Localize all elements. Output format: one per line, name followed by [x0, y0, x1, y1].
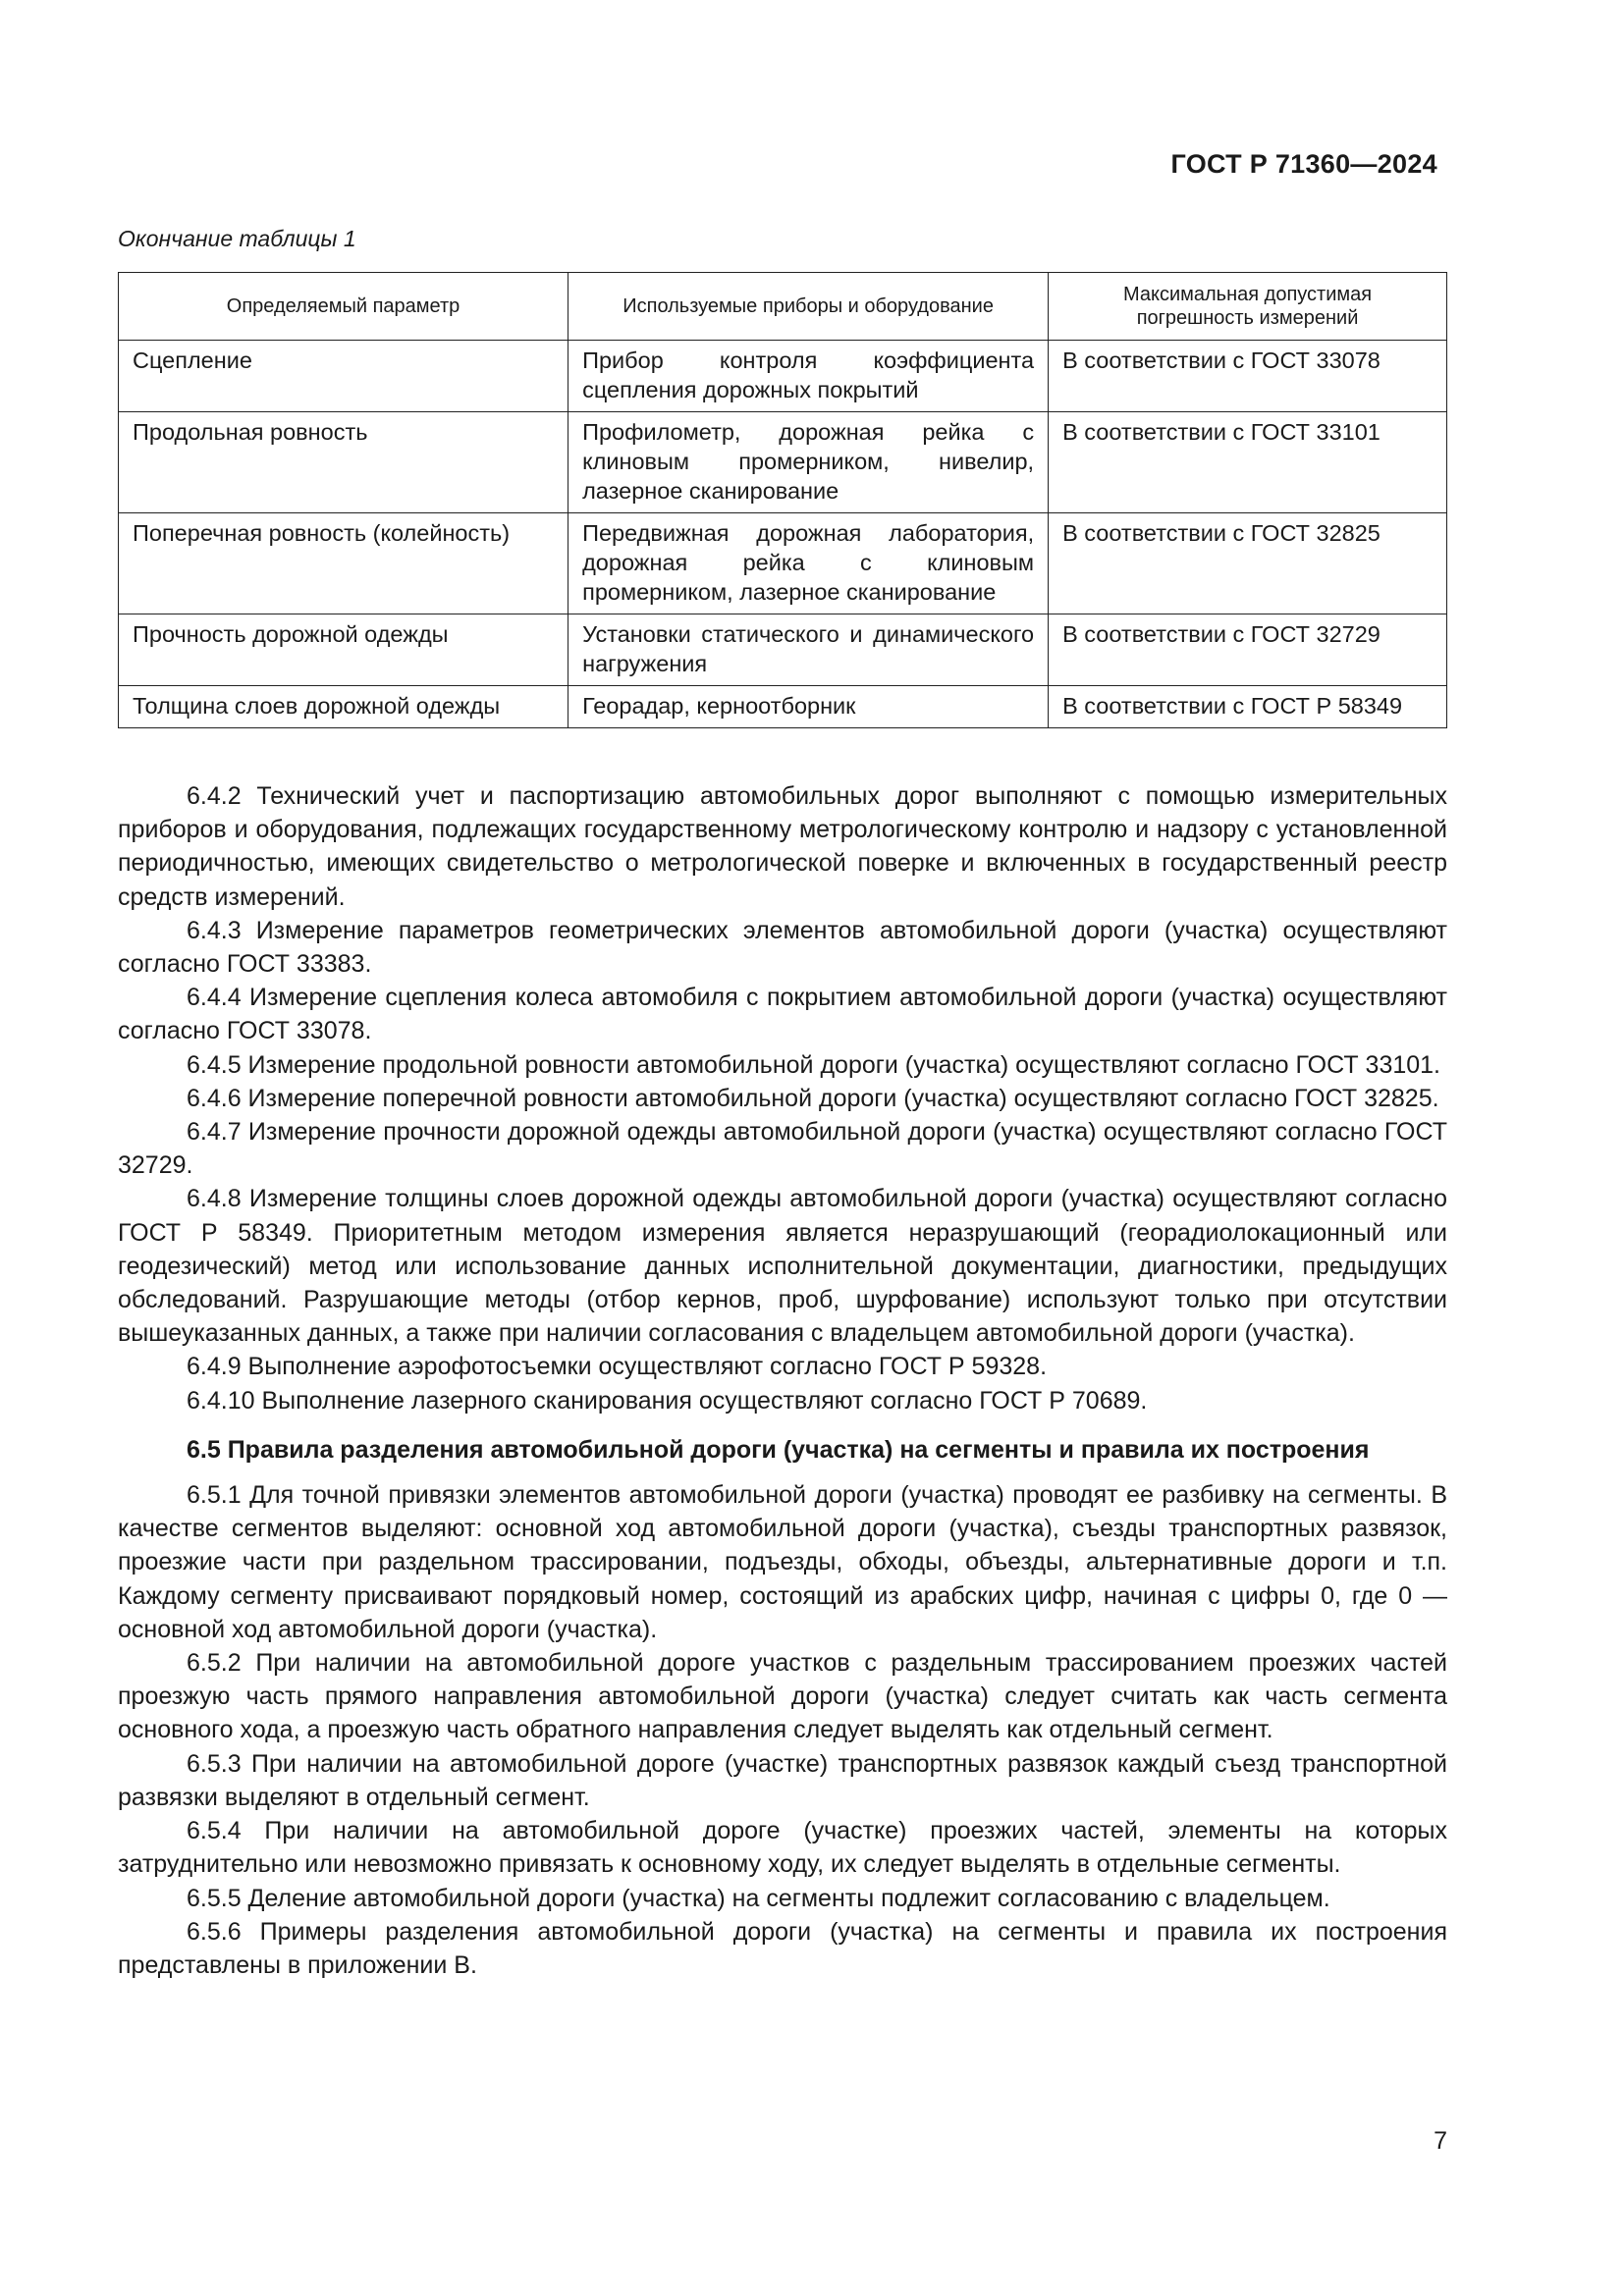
paragraph-6-4-10: 6.4.10 Выполнение лазерного сканирования осуществляют согласно ГОСТ Р 70689.	[187, 1386, 1148, 1415]
table-cell-max-error: В соответствии с ГОСТ 33101	[1049, 412, 1447, 513]
table-cell-max-error: В соответствии с ГОСТ Р 58349	[1049, 686, 1447, 728]
table-cell-equipment: Передвижная дорожная лаборатория, дорожная рейка с клиновым промерником, лазерное сканирование	[568, 513, 1049, 614]
table-cell-equipment: Георадар, керноотборник	[568, 686, 1049, 728]
table-row	[119, 341, 1447, 412]
paragraph-6-5-3: 6.5.3 При наличии на автомобильной дороге (участке) транспортных развязок каждый съезд транспортной развязки выделяют в отдельный сегмент.	[118, 1749, 1447, 1811]
table-cell-equipment: Прибор контроля коэффициента сцепления дорожных покрытий	[568, 341, 1049, 412]
paragraph-6-4-2: 6.4.2 Технический учет и паспортизацию автомобильных дорог выполняют с помощью измерительных приборов и оборудования, подлежащих государственному метрологическому контролю и надзору с установленной периодичностью, имеющих свидетельство о метрологической поверке и включенных в государственный реестр средств измерений.	[118, 782, 1447, 911]
table-caption: Окончание таблицы 1	[118, 226, 356, 251]
table-row	[119, 513, 1447, 614]
table-cell-parameter: Продольная ровность	[119, 412, 568, 513]
column-header-parameter: Определяемый параметр	[119, 273, 568, 341]
table-cell-parameter: Прочность дорожной одежды	[119, 614, 568, 686]
document-body	[118, 779, 1447, 1982]
table-header-row	[119, 273, 1447, 341]
table-cell-parameter: Поперечная ровность (колейность)	[119, 513, 568, 614]
paragraph-6-5-5: 6.5.5 Деление автомобильной дороги (участка) на сегменты подлежит согласованию с владельцем.	[187, 1884, 1330, 1912]
table-row	[119, 412, 1447, 513]
parameters-table	[118, 272, 1447, 728]
table-cell-parameter: Сцепление	[119, 341, 568, 412]
paragraph-6-5-2: 6.5.2 При наличии на автомобильной дороге участков с раздельным трассированием проезжих частей проезжую часть прямого направления автомобильной дороги (участка) следует считать как часть сегмента основного хода, а проезжую часть обратного направления следует выделять как отдельный сегмент.	[118, 1649, 1447, 1744]
table-cell-equipment: Установки статического и динамического нагружения	[568, 614, 1049, 686]
paragraph-6-4-9: 6.4.9 Выполнение аэрофотосъемки осуществляют согласно ГОСТ Р 59328.	[187, 1353, 1048, 1381]
table-cell-max-error: В соответствии с ГОСТ 33078	[1049, 341, 1447, 412]
table-row	[119, 614, 1447, 686]
paragraph-6-5-1: 6.5.1 Для точной привязки элементов автомобильной дороги (участка) проводят ее разбивку на сегменты. В качестве сегментов выделяют: основной ход автомобильной дороги (участка), съезды транспортных развязок, проезжие части при раздельном трассировании, подъезды, обходы, объезды, альтернативные дороги и т.п. Каждому сегменту присваивают порядковый номер, состоящий из арабских цифр, начиная с цифры 0, где 0 — основной ход автомобильной дороги (участка).	[118, 1481, 1447, 1643]
column-header-equipment: Используемые приборы и оборудование	[568, 273, 1049, 341]
table-row	[119, 686, 1447, 728]
section-heading-6-5: 6.5 Правила разделения автомобильной дороги (участка) на сегменты и правила их построения	[187, 1435, 1370, 1464]
page-number: 7	[1434, 2127, 1447, 2155]
paragraph-6-4-3: 6.4.3 Измерение параметров геометрических элементов автомобильной дороги (участка) осуществляют согласно ГОСТ 33383.	[118, 916, 1447, 979]
paragraph-6-4-8: 6.4.8 Измерение толщины слоев дорожной одежды автомобильной дороги (участка) осуществляют согласно ГОСТ Р 58349. Приоритетным методом измерения является неразрушающий (георадиолокационный или геодезический) метод или использование данных исполнительной документации, диагностики, предыдущих обследований. Разрушающие методы (отбор кернов, проб, шурфование) используют только при отсутствии вышеуказанных данных, а также при наличии согласования с владельцем автомобильной дороги (участка).	[118, 1185, 1447, 1348]
table-cell-max-error: В соответствии с ГОСТ 32729	[1049, 614, 1447, 686]
paragraph-6-5-6: 6.5.6 Примеры разделения автомобильной дороги (участка) на сегменты и правила их построения представлены в приложении В.	[118, 1917, 1447, 1979]
paragraph-6-4-6: 6.4.6 Измерение поперечной ровности автомобильной дороги (участка) осуществляют согласно ГОСТ 32825.	[187, 1084, 1439, 1112]
paragraph-6-4-5: 6.4.5 Измерение продольной ровности автомобильной дороги (участка) осуществляют согласно ГОСТ 33101.	[187, 1050, 1441, 1079]
column-header-max-error: Максимальная допустимая погрешность измерений	[1049, 273, 1447, 341]
document-standard-number: ГОСТ Р 71360—2024	[1170, 149, 1437, 179]
paragraph-6-4-4: 6.4.4 Измерение сцепления колеса автомобиля с покрытием автомобильной дороги (участка) осуществляют согласно ГОСТ 33078.	[118, 984, 1447, 1045]
table-cell-parameter: Толщина слоев дорожной одежды	[119, 686, 568, 728]
paragraph-6-4-7: 6.4.7 Измерение прочности дорожной одежды автомобильной дороги (участка) осуществляют согласно ГОСТ 32729.	[118, 1118, 1447, 1180]
table-cell-max-error: В соответствии с ГОСТ 32825	[1049, 513, 1447, 614]
paragraph-6-5-4: 6.5.4 При наличии на автомобильной дороге (участке) проезжих частей, элементы на которых затруднительно или невозможно привязать к основному ходу, их следует выделять в отдельные сегменты.	[118, 1817, 1447, 1879]
table-cell-equipment: Профилометр, дорожная рейка с клиновым промерником, нивелир, лазерное сканирование	[568, 412, 1049, 513]
